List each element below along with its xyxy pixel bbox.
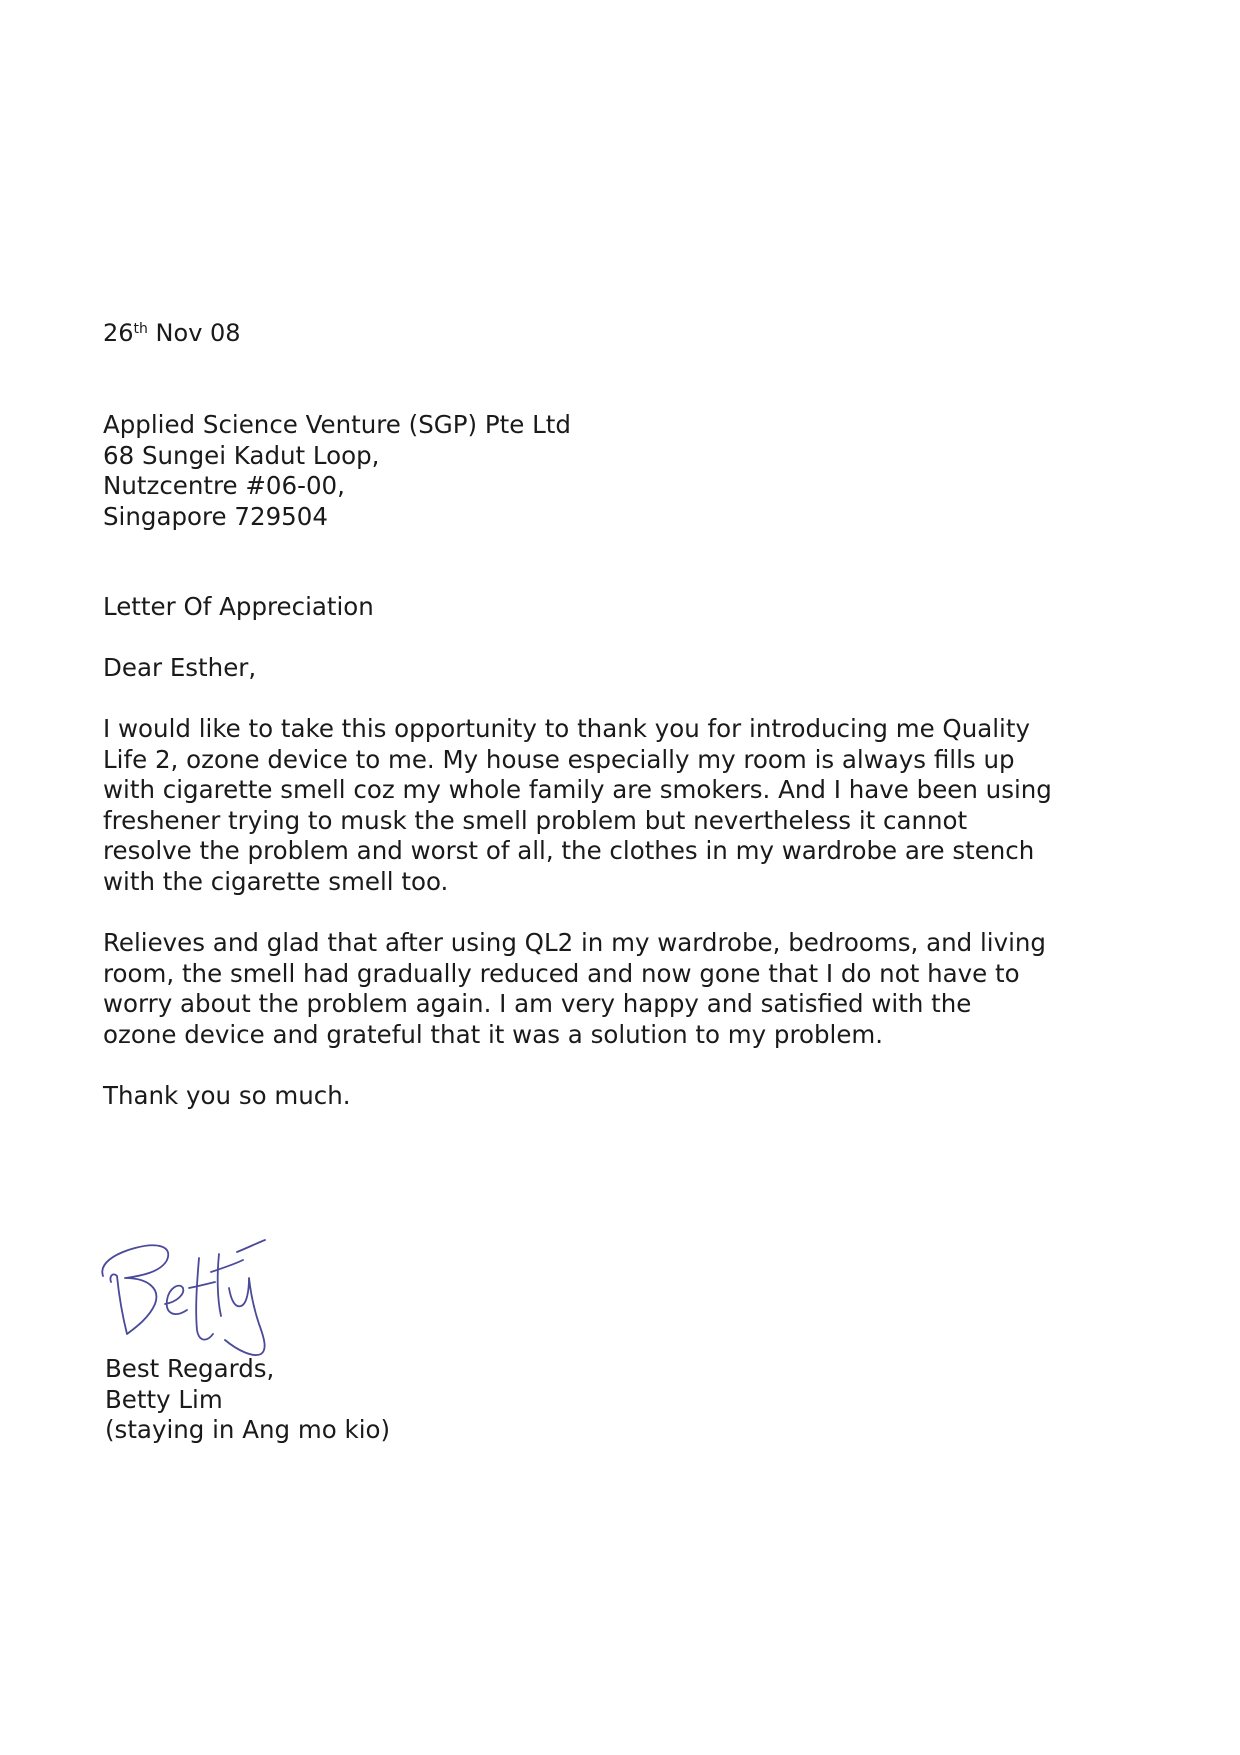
paragraph-line: with the cigarette smell too. <box>103 866 449 896</box>
date-rest: Nov 08 <box>147 319 241 347</box>
paragraph-line: ozone device and grateful that it was a solution to my problem. <box>103 1019 884 1049</box>
body-paragraph-1 <box>103 714 1052 898</box>
address-line: Applied Science Venture (SGP) Pte Ltd <box>103 410 571 439</box>
address-line: Singapore 729504 <box>103 501 328 531</box>
letter-date <box>103 318 241 348</box>
signer-location: (staying in Ang mo kio) <box>105 1415 391 1444</box>
paragraph-line: Relieves and glad that after using QL2 in my wardrobe, bedrooms, and living <box>103 928 1046 957</box>
signoff-block <box>105 1354 390 1446</box>
paragraph-line: worry about the problem again. I am very happy and satisfied with the <box>103 989 972 1019</box>
paragraph-line: freshener trying to musk the smell problem but nevertheless it cannot <box>103 805 968 835</box>
body-paragraph-2 <box>103 928 1046 1050</box>
paragraph-line: with cigarette smell coz my whole family are smokers. And I have been using <box>103 775 1052 805</box>
signoff-line: Best Regards, <box>105 1354 275 1383</box>
letter-subject: Letter Of Appreciation <box>103 592 374 621</box>
recipient-address <box>103 410 571 532</box>
address-line: 68 Sungei Kadut Loop, <box>103 440 380 470</box>
paragraph-line: I would like to take this opportunity to thank you for introducing me Quality <box>103 714 1030 743</box>
date-suffix: th <box>133 321 148 337</box>
paragraph-line: room, the smell had gradually reduced and now gone that I do not have to <box>103 958 1020 988</box>
address-line: Nutzcentre #06-00, <box>103 471 345 500</box>
letter-salutation: Dear Esther, <box>103 653 257 682</box>
paragraph-line: resolve the problem and worst of all, the clothes in my wardrobe are stench <box>103 836 1035 866</box>
handwritten-signature <box>95 1218 315 1358</box>
signer-name: Betty Lim <box>105 1384 223 1414</box>
letter-closing: Thank you so much. <box>103 1081 351 1110</box>
paragraph-line: Life 2, ozone device to me. My house especially my room is always fills up <box>103 744 1015 774</box>
date-day: 26 <box>103 319 134 347</box>
